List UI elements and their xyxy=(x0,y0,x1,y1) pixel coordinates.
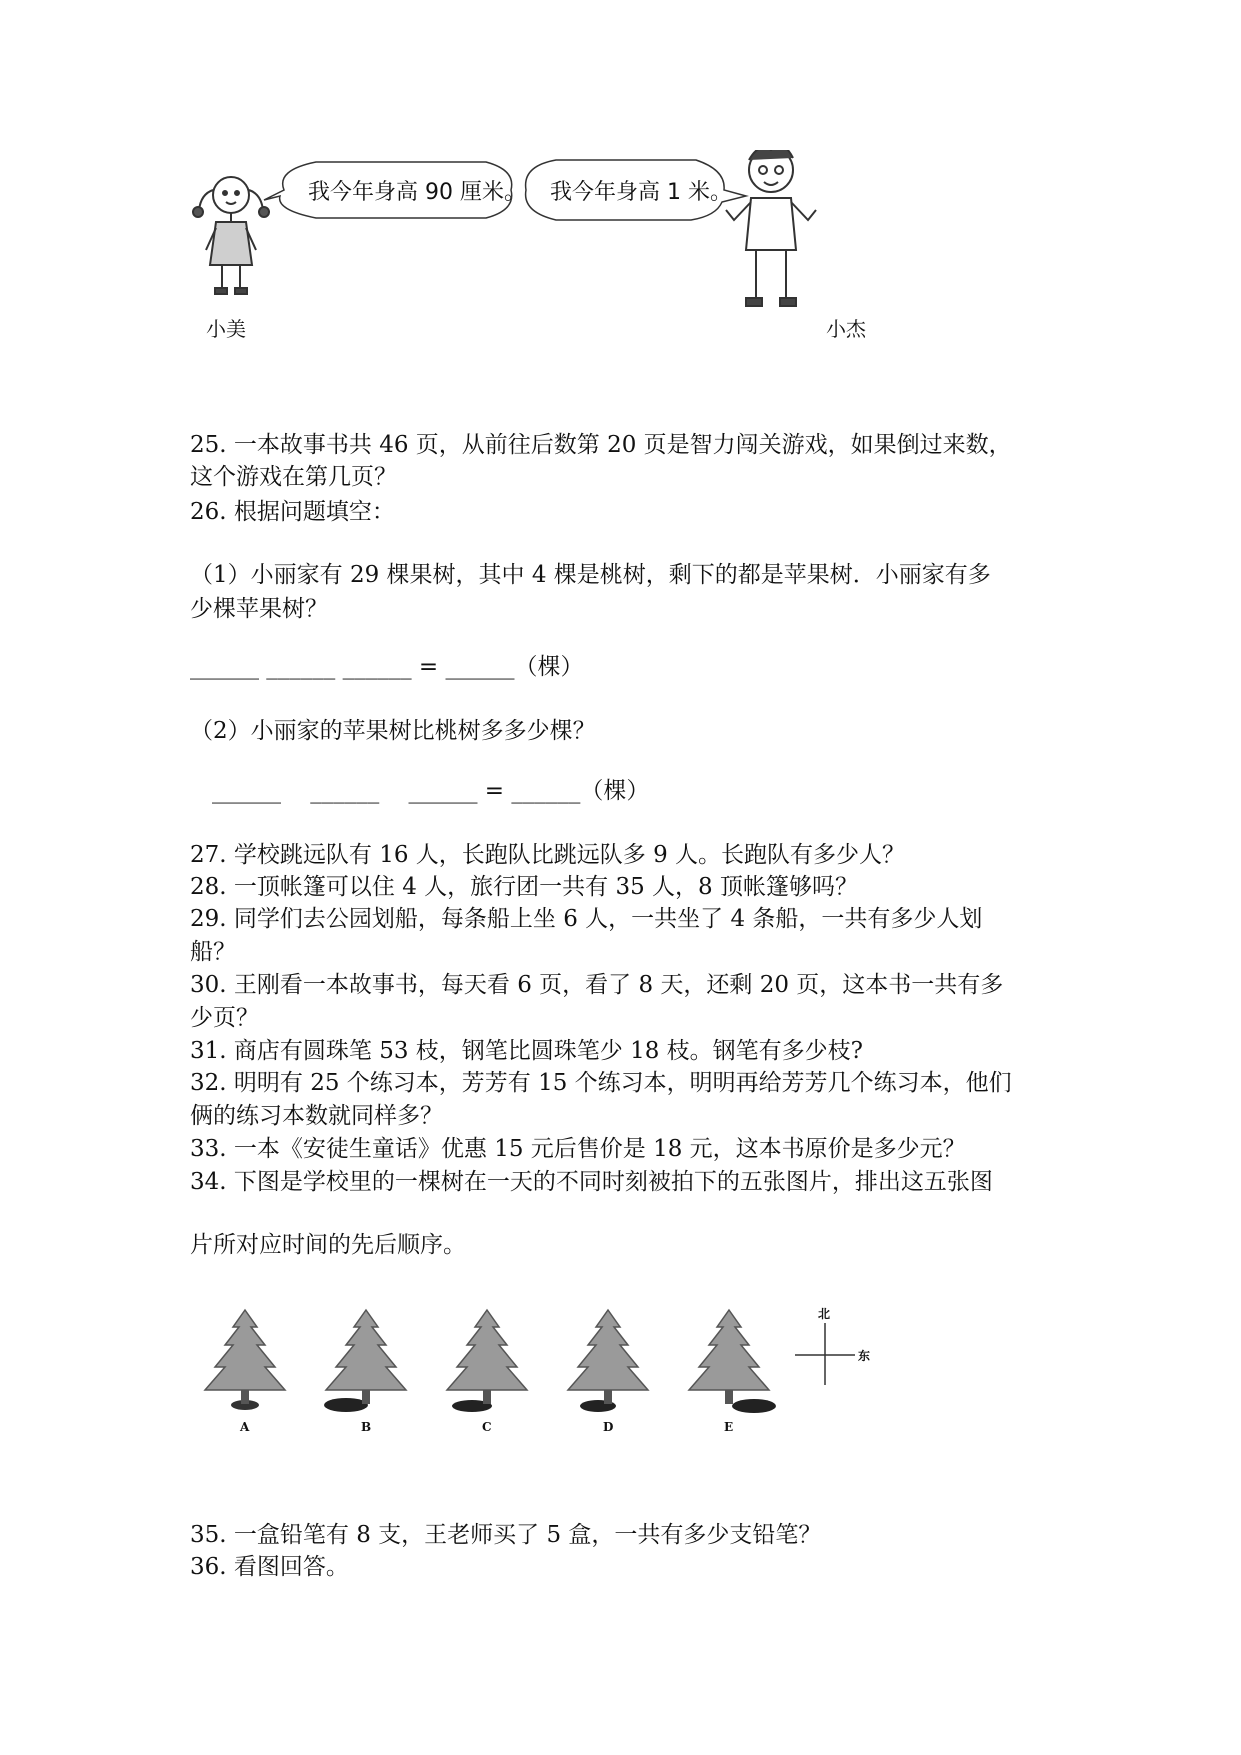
question-26: 26. 根据问题填空： xyxy=(190,499,395,525)
tree-label-a: A xyxy=(240,1420,250,1434)
trees-illustration xyxy=(190,1295,890,1435)
question-32-line2: 俩的练习本数就同样多？ xyxy=(190,1103,443,1129)
question-26-part1-line2: 少棵苹果树？ xyxy=(190,596,328,622)
question-25-line2: 这个游戏在第几页？ xyxy=(190,464,397,490)
question-33: 33. 一本《安徒生童话》优惠 15 元后售价是 18 元，这本书原价是多少元？ xyxy=(190,1136,966,1162)
question-28: 28. 一顶帐篷可以住 4 人，旅行团一共有 35 人，8 顶帐篷够吗？ xyxy=(190,874,858,900)
compass-icon xyxy=(795,1323,855,1385)
question-35: 35. 一盒铅笔有 8 支，王老师买了 5 盒，一共有多少支铅笔？ xyxy=(190,1522,822,1548)
tree-d xyxy=(568,1310,648,1412)
girl-name-label: 小美 xyxy=(206,317,246,341)
question-36: 36. 看图回答。 xyxy=(190,1554,349,1580)
height-illustration xyxy=(186,150,916,365)
boy-speech-text: 我今年身高 1 米。 xyxy=(550,180,732,205)
question-26-part1-line1: （1）小丽家有 29 棵果树，其中 4 棵是桃树，剩下的都是苹果树．小丽家有多 xyxy=(190,562,991,588)
question-26-part1-blank: ______ ______ ______ = ______（棵） xyxy=(190,654,584,680)
boy-name-label: 小杰 xyxy=(826,317,866,341)
tree-e xyxy=(689,1310,776,1413)
question-26-part2: （2）小丽家的苹果树比桃树多多少棵？ xyxy=(190,718,596,744)
tree-label-c: C xyxy=(482,1420,492,1434)
tree-label-b: B xyxy=(361,1420,372,1434)
tree-b xyxy=(324,1310,406,1412)
question-32-line1: 32. 明明有 25 个练习本，芳芳有 15 个练习本，明明再给芳芳几个练习本，他们 xyxy=(190,1070,1012,1096)
question-34-line2: 片所对应时间的先后顺序。 xyxy=(190,1232,466,1258)
trees-illustration-svg xyxy=(190,1295,890,1435)
tree-c xyxy=(447,1310,527,1412)
compass-east-label: 东 xyxy=(858,1349,871,1363)
question-34-line1: 34. 下图是学校里的一棵树在一天的不同时刻被拍下的五张图片，排出这五张图 xyxy=(190,1169,993,1195)
girl-speech-text: 我今年身高 90 厘米。 xyxy=(308,180,526,205)
question-27: 27. 学校跳远队有 16 人，长跑队比跳远队多 9 人。长跑队有多少人？ xyxy=(190,842,906,868)
question-31: 31. 商店有圆珠笔 53 枝，钢笔比圆珠笔少 18 枝。钢笔有多少枝? xyxy=(190,1038,863,1064)
tree-a xyxy=(205,1310,285,1410)
question-25-line1: 25. 一本故事书共 46 页，从前往后数第 20 页是智力闯关游戏，如果倒过来数， xyxy=(190,432,1012,458)
question-26-part2-blank: ______ ______ ______ = ______（棵） xyxy=(212,778,650,804)
question-30-line2: 少页？ xyxy=(190,1005,259,1031)
compass-north-label: 北 xyxy=(818,1307,831,1321)
question-30-line1: 30. 王刚看一本故事书，每天看 6 页，看了 8 天，还剩 20 页，这本书一共有多 xyxy=(190,972,1004,998)
question-29-line1: 29. 同学们去公园划船，每条船上坐 6 人，一共坐了 4 条船，一共有多少人划 xyxy=(190,906,983,932)
question-29-line2: 船？ xyxy=(190,939,236,965)
tree-label-d: D xyxy=(603,1420,614,1434)
tree-label-e: E xyxy=(724,1420,734,1434)
